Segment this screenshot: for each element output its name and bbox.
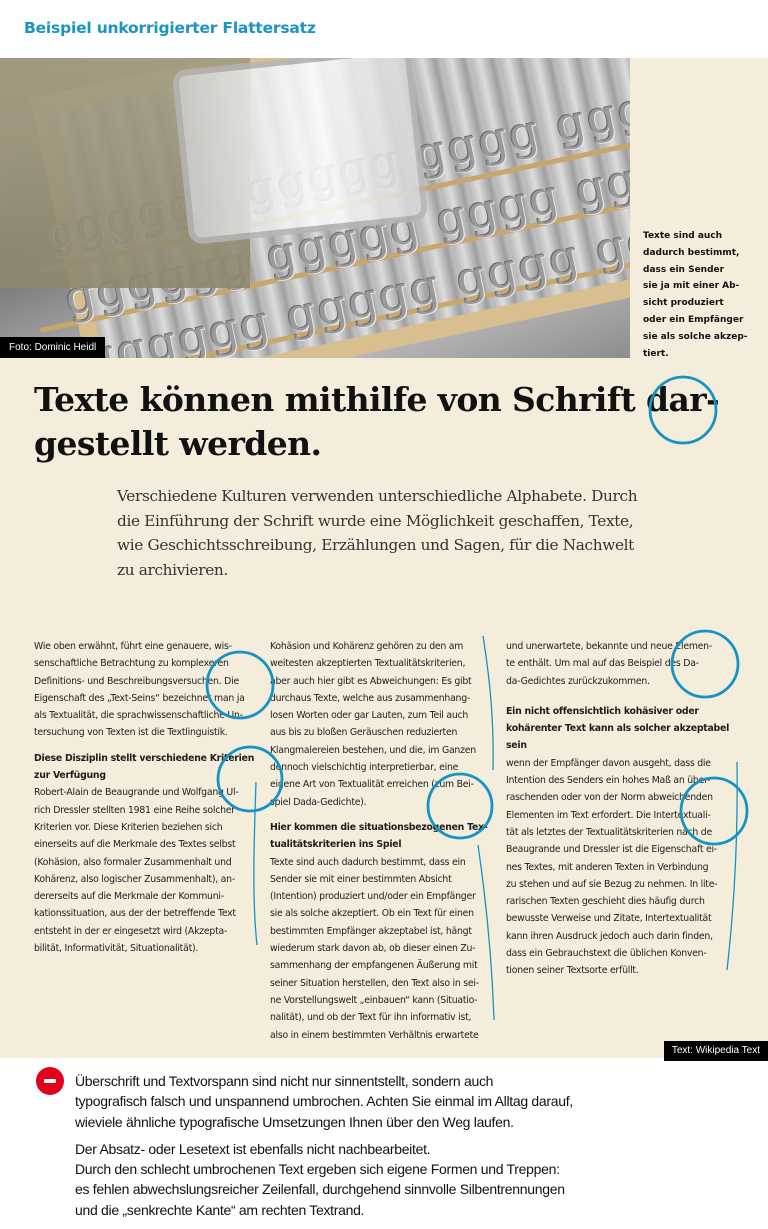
body-line: rich Dressler stellten 1981 eine Reihe solcher <box>34 804 235 816</box>
body-line: Klangmalereien bestehen, und die, im Ganzen <box>270 744 476 756</box>
subheading-line: kohärenter Text kann als solcher akzeptabel <box>506 723 730 735</box>
minus-circle-icon <box>36 1067 64 1095</box>
body-line: einerseits auf die Merkmale des Textes selbst <box>34 839 236 851</box>
body-column-3 <box>506 638 742 980</box>
pullquote-line: tiert. <box>643 348 669 359</box>
body-line: raschenden oder von der Norm abweichenden <box>506 792 713 804</box>
paragraph <box>506 755 742 980</box>
lead-line: zu archivieren. <box>117 560 228 579</box>
body-line: ne Vorstellungswelt „einbauen“ kann (Situatio- <box>270 994 478 1006</box>
body-line: te enthält. Um mal auf das Beispiel des Da- <box>506 658 699 670</box>
pullquote-line: sie ja mit einer Ab- <box>643 281 740 292</box>
drawer-label-holder <box>172 58 429 245</box>
note-line: und die „senkrechte Kante“ am rechten Textrand. <box>75 1201 365 1218</box>
body-line: wiederum stark davon ab, ob dieser einen Zu- <box>270 943 476 955</box>
note-paragraph <box>75 1071 735 1132</box>
body-column-1 <box>34 638 270 957</box>
subheading-line: Diese Disziplin stellt verschiedene Kriterien <box>34 752 255 764</box>
body-line: Sender sie mit einer bestimmten Absicht <box>270 873 452 885</box>
body-line: dennoch vielschichtig interpretierbar, eine <box>270 762 459 774</box>
body-line: dererseits auf die Merkmale der Kommuni- <box>34 891 224 903</box>
letterpress-photo <box>0 58 630 358</box>
pullquote-line: sicht produziert <box>643 298 724 309</box>
subheading-line: Ein nicht offensichtlich kohäsiver oder <box>506 705 699 717</box>
pullquote <box>643 228 761 362</box>
pullquote-line: sie als solche akzep- <box>643 331 748 342</box>
body-line: Beaugrande und Dressler ist die Eigenschaft ei- <box>506 844 717 856</box>
explanation-note <box>75 1071 735 1220</box>
body-line: durchaus Texte, welche aus zusammenhang- <box>270 692 471 704</box>
body-line: nalität), und ob der Text für ihn informativ ist, <box>270 1012 472 1024</box>
pullquote-line: dadurch bestimmt, <box>643 247 740 258</box>
lead-type-glyphs: ggggg gggg gggggg <box>260 125 630 284</box>
body-line: eigene Art von Textualität erreichen (zum Bei- <box>270 779 474 791</box>
body-line: Kohäsion und Kohärenz gehören zu den am <box>270 641 464 652</box>
body-line: weitesten akzeptierten Textualitätskriterien, <box>270 658 466 670</box>
note-paragraph <box>75 1139 735 1220</box>
body-line: (Kohäsion, also formaler Zusammenhalt und <box>34 856 232 868</box>
note-line: wieviele ähnliche typografische Umsetzungen Ihnen über den Weg laufen. <box>75 1113 514 1130</box>
body-line: kann ihren Ausdruck jedoch auch darin finden, <box>506 930 713 942</box>
paragraph <box>506 638 742 690</box>
body-line: sammenhang der empfangenen Äußerung mit <box>270 960 478 972</box>
body-line: sie als solche akzeptiert. Ob ein Text für einen <box>270 908 474 920</box>
body-line: Elementen im Text erfordert. Die Intertextuali- <box>506 809 711 821</box>
text-credit: Text: Wikipedia Text <box>664 1041 768 1061</box>
pullquote-line: dass ein Sender <box>643 264 725 275</box>
lead-line: die Einführung der Schrift wurde eine Möglichkeit geschaffen, Texte, <box>117 511 634 530</box>
note-line: Der Absatz- oder Lesetext ist ebenfalls nicht nachbearbeitet. <box>75 1140 431 1157</box>
body-line: Eigenschaft des „Text-Seins“ bezeichnet man ja <box>34 692 245 704</box>
body-column-2 <box>270 638 506 1044</box>
subheading <box>270 819 506 854</box>
body-line: also in einem bestimmten Verhältnis erwartete <box>270 1029 479 1041</box>
body-line: kationssituation, aus der der betreffende Text <box>34 908 236 920</box>
pullquote-line: oder ein Empfänger <box>643 314 744 325</box>
body-line: bewusste Verweise und Zitate, Intertextualität <box>506 913 712 925</box>
body-line: bilität, Informativität, Situationalität). <box>34 943 199 955</box>
paragraph <box>34 784 270 957</box>
body-line: bestimmten Empfänger akzeptabel ist, hängt <box>270 925 472 937</box>
body-line: aus bis zu bloßen Geräuschen reduzierten <box>270 727 458 739</box>
note-line: typografisch falsch und unspannend umbrochen. Achten Sie einmal im Alltag darauf, <box>75 1093 573 1110</box>
body-line: senschaftliche Betrachtung zu komplexeren <box>34 658 229 670</box>
note-line: Überschrift und Textvorspann sind nicht nur sinnentstellt, sondern auch <box>75 1073 494 1089</box>
body-line: als Textualität, die sprachwissenschaftliche Un- <box>34 710 243 722</box>
body-line: (Intention) produziert und/oder ein Empfänger <box>270 891 476 903</box>
note-line: es fehlen abwechslungsreicher Zeilenfall, durchgehend sinnvolle Silbentrennungen <box>75 1181 565 1198</box>
pullquote-line: Texte sind auch <box>643 231 723 241</box>
photo-credit: Foto: Dominic Heidl <box>0 337 105 358</box>
subheading <box>34 750 270 785</box>
body-line: Wie oben erwähnt, führt eine genauere, wis- <box>34 641 232 652</box>
body-line: losen Worten oder gar Lauten, zum Teil auch <box>270 710 469 722</box>
lead-line: Verschiedene Kulturen verwenden unterschiedliche Alphabete. Durch <box>117 487 638 505</box>
body-line: aber auch hier gibt es Abweichungen: Es gibt <box>270 675 472 687</box>
body-line: rarischen Texten geschieht dies häufig durch <box>506 896 705 908</box>
body-line: Texte sind auch dadurch bestimmt, dass ein <box>270 856 466 868</box>
body-line: wenn der Empfänger davon ausgeht, dass die <box>506 757 711 769</box>
body-line: entsteht in der er eingesetzt wird (Akzepta- <box>34 925 228 937</box>
paragraph <box>34 638 270 742</box>
note-line: Durch den schlecht umbrochenen Text ergeben sich eigene Formen und Treppen: <box>75 1161 560 1178</box>
body-line: Robert-Alain de Beaugrande und Wolfgang Ul- <box>34 787 239 799</box>
subheading <box>506 703 742 755</box>
body-line: da-Gedichtes zurückzukommen. <box>506 675 650 687</box>
body-line: Definitions- und Beschreibungsversuchen. Die <box>34 675 239 687</box>
body-line: tät als letztes der Textualitätskriterien nach de <box>506 826 712 838</box>
headline-line: Texte können mithilfe von Schrift dar- <box>34 380 720 419</box>
paragraph <box>270 638 506 811</box>
body-line: Kriterien vor. Diese Kriterien beziehen sich <box>34 821 223 833</box>
body-line: nes Textes, mit anderen Texten in Verbindung <box>506 861 709 873</box>
body-line: und unerwartete, bekannte und neue Elemen- <box>506 641 712 652</box>
subheading-line: tualitätskriterien ins Spiel <box>270 839 402 851</box>
subheading-line: sein <box>506 740 527 752</box>
body-line: dass ein Gebrauchstext die üblichen Konven- <box>506 948 707 960</box>
body-line: seiner Situation herstellen, den Text also in sei- <box>270 977 479 989</box>
body-line: zu stehen und auf sie Bezug zu nehmen. In lite- <box>506 878 718 890</box>
subheading-line: zur Verfügung <box>34 770 106 782</box>
body-line: tersuchung von Texten ist die Textlinguistik. <box>34 727 228 739</box>
article-lead <box>117 484 657 582</box>
lead-type-glyphs: gggg gggggg <box>410 60 630 182</box>
paragraph <box>270 854 506 1044</box>
body-line: Intention des Senders ein hohes Maß an über- <box>506 775 711 787</box>
body-line: Kohärenz, also logischer Zusammenhalt), an- <box>34 873 235 885</box>
body-line: tionen seiner Textsorte erfüllt. <box>506 965 639 977</box>
lead-line: wie Geschichtsschreibung, Erzählungen und Sagen, für die Nachwelt <box>117 536 634 554</box>
page-title: Beispiel unkorrigierter Flattersatz <box>24 19 316 37</box>
body-line: spiel Dada-Gedichte). <box>270 796 367 808</box>
article-headline <box>34 378 734 466</box>
headline-line: gestellt werden. <box>34 424 322 463</box>
subheading-line: Hier kommen die situationsbezogenen Tex- <box>270 821 488 833</box>
